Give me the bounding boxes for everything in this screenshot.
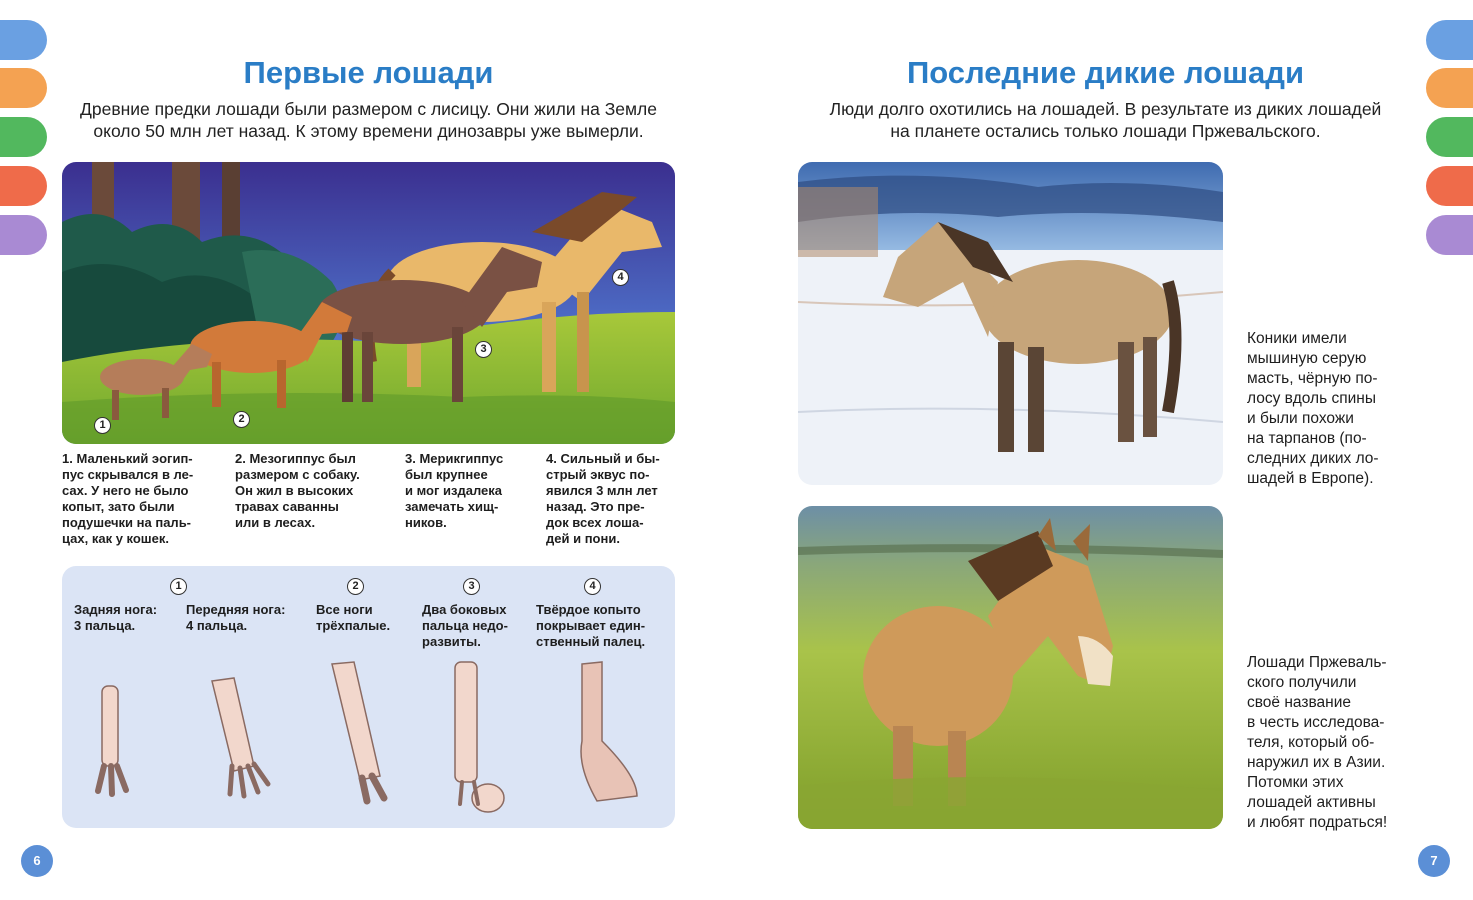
bones-caption-hoof: Твёрдое копыто покрывает един- ственный палец. (536, 602, 646, 649)
bones-number-badge: 4 (584, 578, 601, 595)
color-tab-purple[interactable] (0, 215, 47, 255)
caption-equus: 4. Сильный и бы- стрый эквус по- явился 3 млн лет назад. Это пре- док всех лоша- дей и пони. (546, 451, 660, 546)
color-tab-blue[interactable] (1426, 20, 1473, 60)
bones-caption-side-toes: Два боковых пальца недо- развиты. (422, 602, 508, 649)
przewalski-description: Лошади Пржеваль- ского получили своё название в честь исследова- теля, который об- наружил их в Азии. Потомки этих лошадей активны и любят подраться! (1247, 654, 1388, 831)
right-page-title: Последние дикие лошади (906, 55, 1305, 90)
color-tab-red[interactable] (0, 166, 47, 206)
evolution-scene (62, 162, 675, 444)
color-tab-orange[interactable] (1426, 68, 1473, 108)
figure-number-badge: 1 (94, 417, 111, 434)
left-page-intro: Древние предки лошади были размером с лисицу. Они жили на Земле около 50 млн лет назад. К этому времени динозавры уже вымерли. (80, 99, 657, 141)
merychippus-leg-bones (455, 662, 504, 812)
bones-number-badge: 1 (170, 578, 187, 595)
caption-mesohippus: 2. Мезогиппус был размером с собаку. Он жил в высоких травах саванны или в лесах. (235, 451, 360, 530)
przewalski-photo-scene (798, 506, 1223, 829)
equus-hoof-leg (581, 662, 637, 801)
figure-number-badge: 4 (612, 269, 629, 286)
leg-bones-panel (62, 566, 675, 828)
bones-caption-three-toed: Все ноги трёхпалые. (316, 602, 391, 633)
color-tab-purple[interactable] (1426, 215, 1473, 255)
konik-horse-photo (798, 162, 1223, 485)
bones-caption-hind-leg: Задняя нога: 3 пальца. (74, 602, 158, 633)
bones-number-badge: 2 (347, 578, 364, 595)
eohippus-front-leg-bones (212, 678, 268, 796)
leg-bones-drawings (62, 566, 675, 828)
bones-caption-front-leg: Передняя нога: 4 пальца. (186, 602, 286, 633)
color-tab-green[interactable] (1426, 117, 1473, 157)
figure-number-badge: 2 (233, 411, 250, 428)
color-tab-red[interactable] (1426, 166, 1473, 206)
mesohippus-leg-bones (332, 662, 384, 801)
caption-eohippus: 1. Маленький эогип- пус скрывался в ле- сах. У него не было копыт, зато были подушечки на паль- цах, как у кошек. (62, 451, 194, 546)
konik-description: Коники имели мышиную серую масть, чёрную по- лосу вдоль спины и были похожи на тарпанов (по- следних диких ло- шадей в Европе). (1247, 330, 1379, 487)
konik-photo-scene (798, 162, 1223, 485)
right-page-intro: Люди долго охотились на лошадей. В результате из диких лошадей на планете остались только лошади Пржевальского. (829, 99, 1382, 141)
horse-evolution-illustration (62, 162, 675, 444)
caption-merychippus: 3. Мерикгиппус был крупнее и мог издалека замечать хищ- ников. (405, 451, 504, 530)
left-page-title: Первые лошади (243, 55, 494, 90)
figure-number-badge: 3 (475, 341, 492, 358)
color-tab-blue[interactable] (0, 20, 47, 60)
right-page-number: 7 (1418, 845, 1450, 877)
bones-number-badge: 3 (463, 578, 480, 595)
przewalski-horse-photo (798, 506, 1223, 829)
eohippus-hind-leg-bones (98, 686, 126, 794)
left-page-number: 6 (21, 845, 53, 877)
